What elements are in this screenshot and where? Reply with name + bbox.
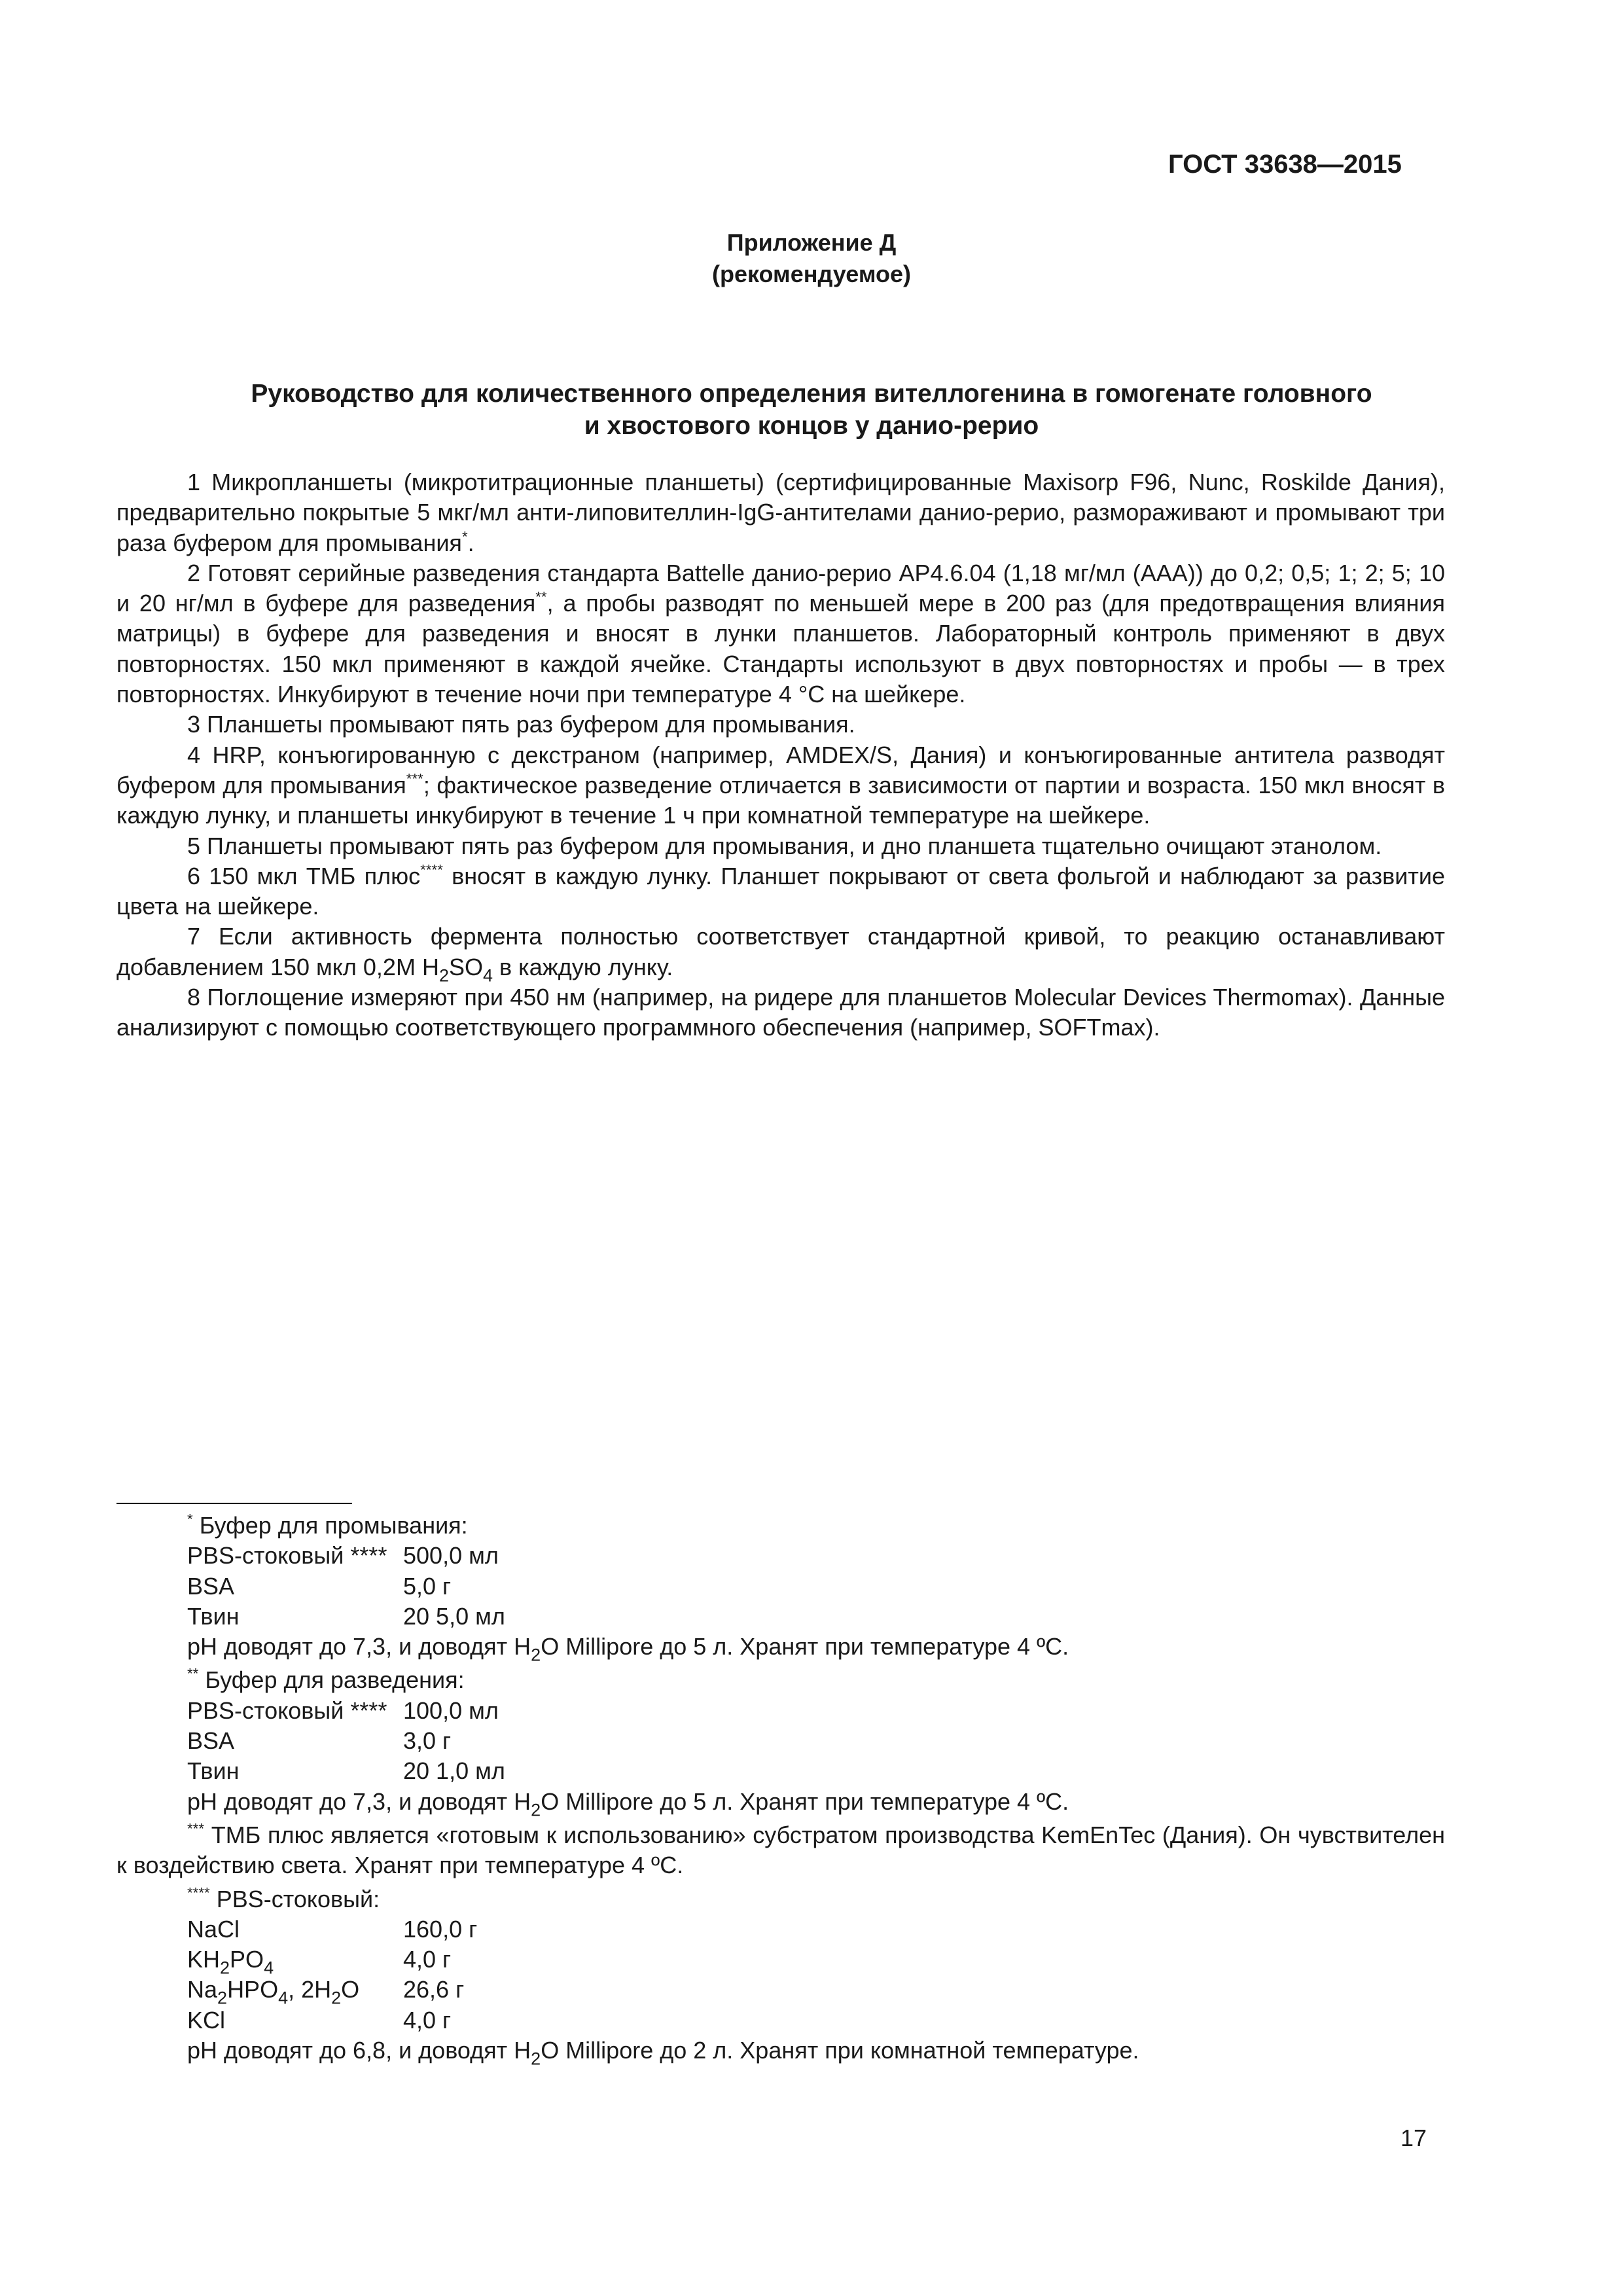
p7-sub-2: 4 [483,965,493,986]
formula-sub: 4 [278,1988,289,2008]
row-value: 26,6 г [403,1976,465,2003]
footnote-4 [116,1884,1445,2069]
paragraph-8: 8 Поглощение измеряют при 450 нм (например, на ридере для планшетов Molecular Devices Thermomax). Данные анализируют с помощью соответствующего программного обеспечения (например, SOFTmax). [116,984,1445,1041]
row-value: 20 1,0 мл [403,1757,505,1785]
formula-sub: 2 [331,1988,342,2008]
footnote-3-text: ТМБ плюс является «готовым к использованию» субстратом производства KemEnTec (Дания). Он чувствителен к воздействию света. Хранят при температуре 4 ºС. [116,1821,1445,1879]
ph-tail: O Millipore до 5 л. Хранят при температуре 4 ºС. [541,1787,1069,1815]
footnote-4-ph [116,2036,1445,2069]
ph-tail: O Millipore до 2 л. Хранят при комнатной температуре. [541,2037,1139,2064]
row-value: 5,0 г [403,1572,452,1600]
row-value: 20 5,0 мл [403,1602,505,1630]
footnote-2 [116,1665,1445,1820]
paragraph-7 [116,922,1445,986]
footnote-4-row-kh2po4 [116,1945,1445,1978]
ph-sub: 2 [531,1800,541,1820]
procedure-body [116,467,1445,1043]
row-value: 160,0 г [403,1915,478,1943]
footnote-2-row [116,1726,1445,1756]
paragraph-2 [116,558,1445,709]
p1-footnote-ref: * [461,528,468,545]
paragraph-5: 5 Планшеты промывают пять раз буфером для промывания, и дно планшета тщательно очищают этанолом. [187,832,1382,859]
section-title [0,378,1623,442]
footnote-4-row-nacl [116,1914,1445,1945]
footnote-2-row [116,1696,1445,1726]
ph-text: pH доводят до 7,3, и доводят H [187,1633,531,1660]
footnote-3 [116,1820,1445,1881]
footnote-4-row-na2hpo4 [116,1975,1445,2008]
formula-part: Na [187,1976,218,2003]
row-key: PBS-стоковый **** [187,1696,387,1724]
p2-text: 2 Готовят серийные разведения стандарта Battelle данио-рерио AP4.6.04 (1,18 мг/мл (AAA)) до 0,2; 0,5; 1; 2; 5; 10 и 20 нг/мл в буфере для разведения [116,559,1445,617]
ph-sub: 2 [531,2049,541,2069]
row-key [187,1945,403,1978]
paragraph-1 [116,467,1445,558]
p4-text: 4 HRP, конъюгированную с декстраном (например, AMDEX/S, Дания) и конъюгированные антитела разводят буфером для промывания [116,741,1445,798]
row-key: BSA [187,1727,235,1755]
title-line-2: и хвостового концов у данио-рерио [584,412,1039,440]
formula-part: HPO [227,1976,279,2003]
formula-part: KH [187,1946,221,1973]
formula-part: PO [230,1946,264,1973]
row-key: Твин [187,1602,240,1630]
footnote-1-title-text: Буфер для промывания: [192,1512,468,1539]
document-code: ГОСТ 33638—2015 [1168,150,1402,179]
paragraph-6 [116,861,1445,922]
p1-tail: . [467,529,474,556]
ph-text: pH доводят до 6,8, и доводят H [187,2037,531,2064]
footnote-2-mark: ** [187,1665,199,1682]
appendix-heading [0,227,1623,290]
footnote-2-row [116,1756,1445,1786]
appendix-label: Приложение Д [726,229,897,256]
ph-text: pH доводят до 7,3, и доводят H [187,1787,531,1815]
row-value: 500,0 мл [403,1542,499,1570]
p4-tail: ; фактическое разведение отличается в зависимости от партии и возраста. 150 мкл вносят в каждую лунку, и планшеты инкубируют в течение 1 ч при комнатной температуре на шейкере. [116,771,1445,829]
footnote-4-mark: **** [187,1884,210,1901]
formula-sub: 2 [220,1958,230,1978]
formula-sub: 4 [264,1958,274,1978]
paragraph-4 [116,740,1445,831]
p7-tail: в каждую лунку. [493,953,673,980]
p6-tail: вносят в каждую лунку. Планшет покрывают от света фольгой и наблюдают за развитие цвета на шейкере. [116,862,1445,920]
footnote-2-title-text: Буфер для разведения: [198,1666,465,1694]
footnote-1-row [116,1571,1445,1602]
p6-text: 6 150 мкл ТМБ плюс [187,862,421,889]
footnote-4-title-text: PBS-стоковый: [209,1885,380,1912]
row-value: 3,0 г [403,1727,452,1755]
formula-part: O [341,1976,360,2003]
p6-footnote-ref: **** [420,861,443,878]
footnote-1-row [116,1541,1445,1571]
p7-mid: SO [448,953,483,980]
paragraph-3: 3 Планшеты промывают пять раз буфером для промывания. [187,711,855,738]
row-value: 4,0 г [403,2006,452,2034]
row-key: KCl [187,2006,226,2034]
p1-text: 1 Микропланшеты (микротитрационные планшеты) (сертифицированные Maxisorp F96, Nunc, Roskilde Дания), предварительно покрытые 5 мкг/мл анти-липовителлин-IgG-антителами данио-рерио, размораживают и промывают три раза буфером для промывания [116,469,1445,556]
row-value: 100,0 мл [403,1696,499,1724]
title-line-1: Руководство для количественного определения вителлогенина в гомогенате головного [251,380,1372,408]
footnote-1 [116,1511,1445,1665]
row-key [187,1975,403,2008]
page-number: 17 [1400,2125,1427,2151]
footnote-2-ph [116,1787,1445,1820]
ph-sub: 2 [531,1645,541,1665]
p7-text: 7 Если активность фермента полностью соответствует стандартной кривой, то реакцию останавливают добавлением 150 мкл 0,2М H [116,923,1445,980]
row-key: NaCl [187,1915,240,1943]
p7-sub-1: 2 [438,965,449,986]
formula-part: , 2H [288,1976,332,2003]
footnote-3-mark: *** [187,1820,205,1837]
footnote-separator [116,1503,352,1504]
footnote-4-title [116,1884,1445,1914]
row-key: BSA [187,1572,235,1600]
p4-footnote-ref: *** [406,770,423,787]
row-value: 4,0 г [403,1946,452,1973]
footnote-1-row [116,1602,1445,1632]
footnote-4-row-kcl [116,2005,1445,2036]
ph-tail: O Millipore до 5 л. Хранят при температуре 4 ºС. [541,1633,1069,1660]
row-key: Твин [187,1757,240,1785]
p2-tail: , а пробы разводят по меньшей мере в 200 раз (для предотвращения влияния матрицы) в буфере для разведения и вносят в лунки планшетов. Лабораторный контроль применяют в двух повторностях. 150 мкл применяют в каждой ячейке. Стандарты используют в двух повторностях и пробы — в трех повторностях. Инкубируют в течение ночи при температуре 4 °С на шейкере. [116,590,1445,708]
formula-sub: 2 [217,1988,228,2008]
footnotes [116,1507,1445,2069]
p2-footnote-ref: ** [535,588,547,605]
footnote-1-title [116,1511,1445,1541]
appendix-status: (рекомендуемое) [712,260,911,287]
footnote-1-ph [116,1632,1445,1665]
footnote-2-title [116,1665,1445,1695]
row-key: PBS-стоковый **** [187,1542,387,1570]
footnote-1-mark: * [187,1511,193,1528]
